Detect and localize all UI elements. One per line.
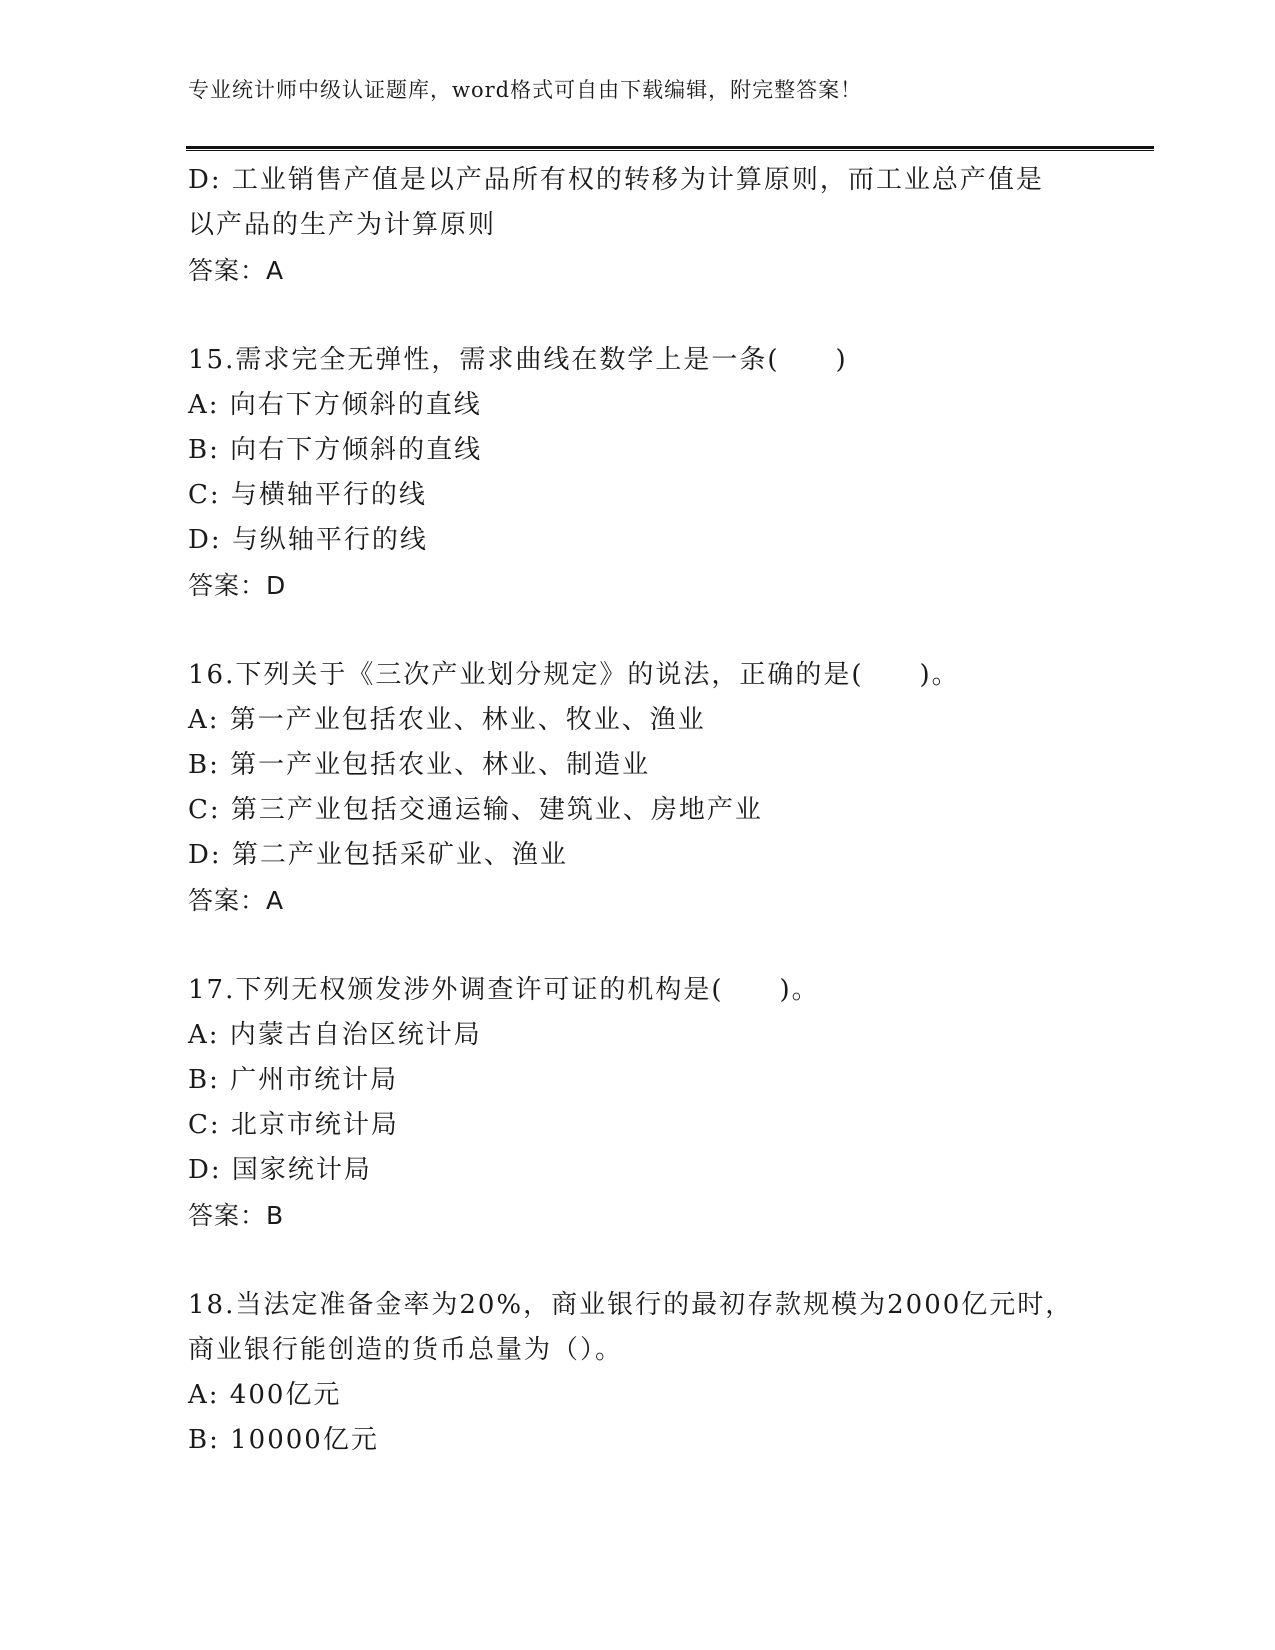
option-c: C: 第三产业包括交通运输、建筑业、房地产业 [188, 795, 763, 825]
question-stem-line1: 18.当法定准备金率为20%，商业银行的最初存款规模为2000亿元时， [188, 1290, 1074, 1320]
question-15 [188, 338, 1128, 608]
prev-option-d-line1: D: 工业销售产值是以产品所有权的转移为计算原则，而工业总产值是 [188, 165, 1044, 195]
answer: 答案：A [188, 886, 285, 915]
answer: 答案：D [188, 571, 287, 600]
question-stem: 16.下列关于《三次产业划分规定》的说法，正确的是( )。 [188, 660, 960, 690]
document-body [188, 158, 1128, 1463]
question-stem: 15.需求完全无弹性，需求曲线在数学上是一条( ) [188, 345, 848, 375]
option-d: D: 国家统计局 [188, 1155, 372, 1185]
option-a: A: 向右下方倾斜的直线 [188, 390, 482, 420]
question-16 [188, 653, 1128, 923]
question-18 [188, 1283, 1128, 1463]
prev-answer: 答案：A [188, 256, 285, 285]
prev-option-d-line2: 以产品的生产为计算原则 [188, 210, 497, 240]
option-c: C: 与横轴平行的线 [188, 480, 427, 510]
spacer [188, 923, 1128, 968]
option-d: D: 第二产业包括采矿业、渔业 [188, 840, 568, 870]
option-a: A: 内蒙古自治区统计局 [188, 1020, 482, 1050]
spacer [188, 608, 1128, 653]
header-rule [186, 146, 1154, 151]
option-a: A: 400亿元 [188, 1380, 342, 1410]
spacer [188, 293, 1128, 338]
option-b: B: 广州市统计局 [188, 1065, 399, 1095]
question-stem: 17.下列无权颁发涉外调查许可证的机构是( )。 [188, 975, 820, 1005]
page-header: 专业统计师中级认证题库，word格式可自由下载编辑，附完整答案！ [188, 78, 863, 102]
option-b: B: 向右下方倾斜的直线 [188, 435, 483, 465]
option-d: D: 与纵轴平行的线 [188, 525, 428, 555]
option-b: B: 第一产业包括农业、林业、制造业 [188, 750, 651, 780]
question-stem-line2: 商业银行能创造的货币总量为（）。 [188, 1335, 624, 1365]
option-b: B: 10000亿元 [188, 1425, 379, 1455]
answer: 答案：B [188, 1201, 285, 1230]
question-17 [188, 968, 1128, 1238]
spacer [188, 1238, 1128, 1283]
option-a: A: 第一产业包括农业、林业、牧业、渔业 [188, 705, 706, 735]
option-c: C: 北京市统计局 [188, 1110, 399, 1140]
